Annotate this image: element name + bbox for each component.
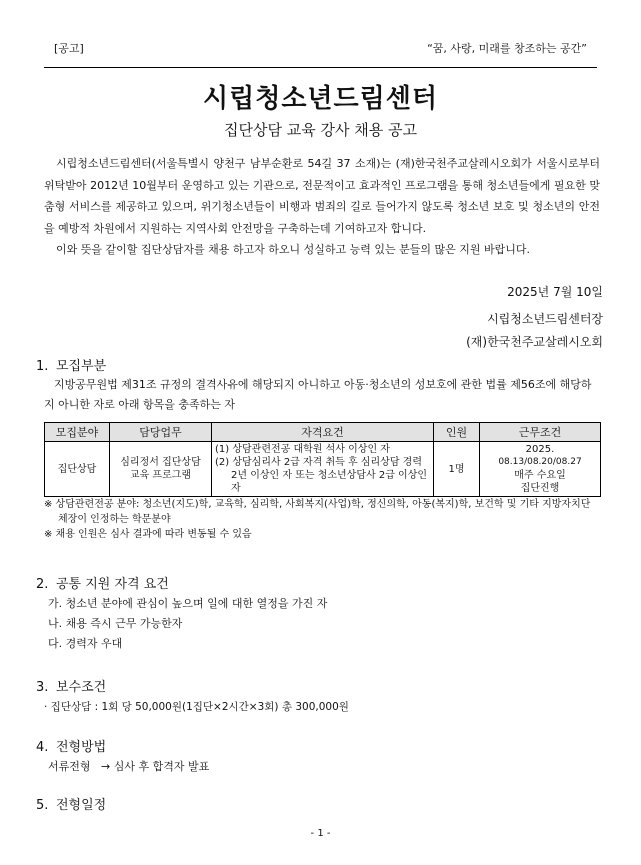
duty-line: 교육 프로그램 (129, 470, 192, 481)
section-number: 3. (36, 680, 49, 695)
qualification-list (48, 594, 327, 654)
page-subtitle: 집단상담 교육 강사 채용 공고 (224, 121, 417, 139)
intro-paragraph: 이와 뜻을 같이할 집단상담자를 채용 하고자 하오니 성실하고 능력 있는 분들의 많은 지원 바랍니다. (56, 243, 530, 256)
section-heading (36, 736, 106, 755)
requirement-item: (1) 상담관련전공 대학원 석사 이상인 자 (215, 444, 390, 455)
table-header-row (45, 423, 601, 442)
intro-text (44, 153, 600, 261)
section-title: 전형방법 (56, 740, 107, 755)
header-divider (44, 67, 597, 68)
section-heading (36, 573, 169, 592)
section-heading (36, 355, 106, 374)
section-heading (36, 794, 106, 813)
table-header: 모집분야 (45, 423, 110, 442)
note-item: ※ 상담관련전공 분야: 청소년(지도)학, 교육학, 심리학, 사회복지(사업)학, 정신의학, 아동(복지)학, 보건학 및 기타 지방자치단체장이 인정하는 학문분야 (44, 499, 591, 525)
list-item: 나. 채용 즉시 근무 가능한자 (48, 617, 183, 630)
condition-line: 08.13/08.20/08.27 (498, 457, 582, 467)
section-heading (36, 676, 106, 695)
table-header: 인원 (434, 423, 480, 442)
notice-date: 2025년 7월 10일 (507, 285, 603, 299)
condition-line: 2025. (525, 444, 555, 455)
section-number: 5. (36, 798, 49, 813)
table-header: 담당업무 (110, 423, 212, 442)
notice-tag: [공고] (54, 42, 84, 55)
section-number: 4. (36, 740, 49, 755)
condition-line: 매주 수요일 (514, 470, 566, 481)
field-cell: 집단상담 (45, 442, 110, 497)
slogan: “꿈, 사랑, 미래를 창조하는 공간” (427, 42, 587, 55)
duty-cell (110, 442, 212, 497)
duty-line: 심리정서 집단상담 (120, 457, 201, 468)
count-cell: 1명 (434, 442, 480, 497)
section-title: 전형일정 (56, 798, 107, 813)
table-row (45, 442, 601, 497)
requirements-cell (212, 442, 434, 497)
selection-method: 서류전형 → 심사 후 합격자 발표 (48, 760, 210, 773)
page-title: 시립청소년드림센터 (202, 84, 439, 114)
section-title: 공통 지원 자격 요건 (56, 577, 169, 592)
list-item: 다. 경력자 우대 (48, 637, 123, 650)
signature-title: 시립청소년드림센터장 (487, 312, 603, 326)
section-title: 보수조건 (56, 680, 107, 695)
table-notes (44, 497, 600, 542)
requirement-item: (2) 상담심리사 2급 자격 취득 후 심리상담 경력 2년 이상인 자 또는 청소년상담사 2급 이상인 자 (215, 457, 428, 494)
note-item: ※ 채용 인원은 심사 결과에 따라 변동될 수 있음 (44, 529, 252, 540)
list-item: 가. 청소년 분야에 관심이 높으며 일에 대한 열정을 가진 자 (48, 597, 328, 610)
signature-org: (재)한국천주교살레시오회 (466, 335, 603, 349)
intro-paragraph: 시립청소년드림센터(서울특별시 양천구 남부순환로 54길 37 소재)는 (재)한국천주교살레시오회가 서울시로부터 위탁받아 2012년 10월부터 운영하고 있는 기관으로, 전문적이고 효과적인 프로그램을 통해 청소년들에게 필요한 맞춤형 서비스를 제공하고 있으며, 위기청소년들이 비행과 범죄의 길로 들어가지 않도록 청소년 보호 및 청소년의 안전을 예방적 차원에서 지원하는 지역사회 안전망을 구축하는데 기여하고자 합니다. (44, 157, 600, 235)
section-title: 모집부분 (56, 359, 107, 374)
condition-line: 집단진행 (520, 483, 560, 494)
section-number: 1. (36, 359, 49, 374)
page-number: - 1 - (310, 828, 331, 839)
section1-body: 지방공무원법 제31조 규정의 결격사유에 해당되지 아니하고 아동·청소년의 성보호에 관한 법률 제56조에 해당하지 아니한 자로 아래 항목을 충족하는 자 (44, 378, 592, 411)
table-header: 근무조건 (480, 423, 601, 442)
section-number: 2. (36, 577, 49, 592)
pay-condition: · 집단상담 : 1회 당 50,000원(1집단×2시간×3회) 총 300,000원 (44, 701, 349, 713)
table-header: 자격요건 (212, 423, 434, 442)
recruitment-table (44, 422, 601, 497)
conditions-cell (480, 442, 601, 497)
